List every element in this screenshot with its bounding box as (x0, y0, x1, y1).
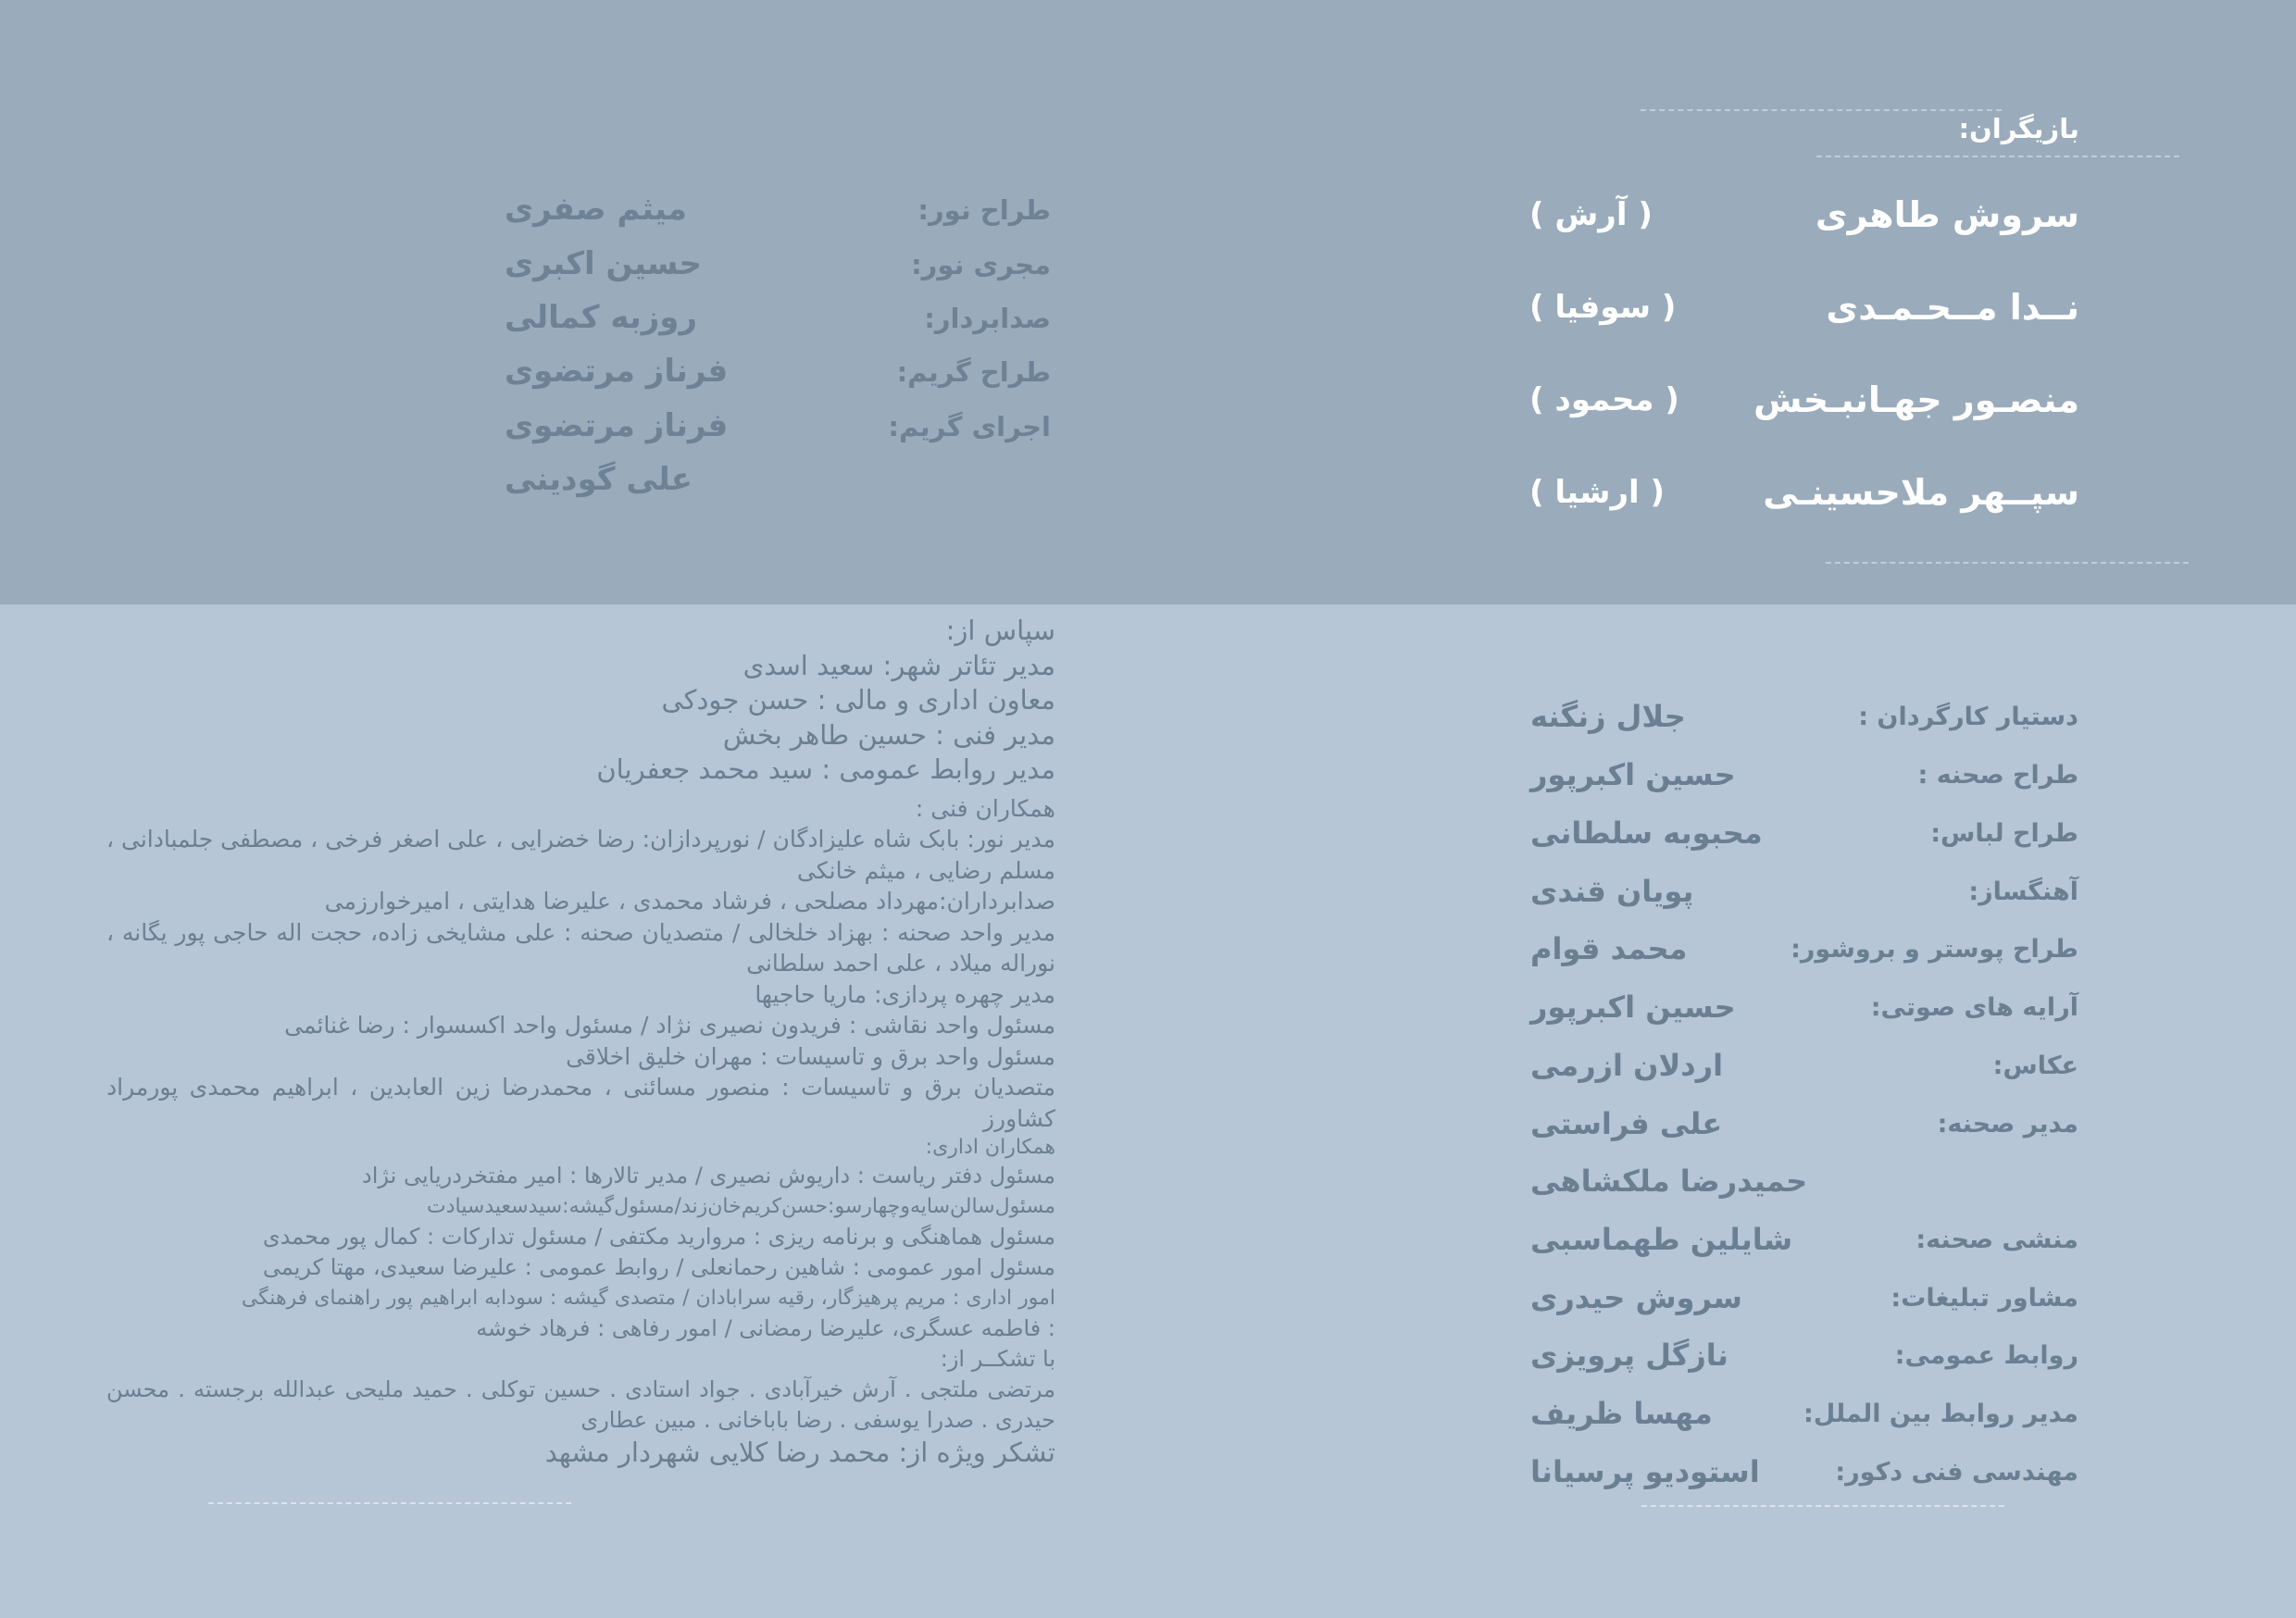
crew-row (500, 353, 1055, 399)
crew-label: آرایه های صوتی: (1870, 993, 2078, 1022)
divider-cast-bottom (1826, 562, 2189, 564)
crew-name: محمد قوام (1530, 931, 1688, 966)
tech-line: مدیر واحد صحنه : بهزاد خلخالی / متصدیان صحنه : علی مشایخی زاده، حجت اله حاجی پور یگانه ، نوراله میلاد ، علی احمد سلطانی (106, 918, 1055, 977)
crew-row (500, 245, 1055, 292)
crew-row (1523, 989, 2078, 1036)
crew-name: حسین اکبرپور (1530, 989, 1736, 1025)
crew-label: مدیر روابط بین الملل: (1803, 1400, 2078, 1428)
crew-row (1523, 1338, 2078, 1384)
tech-heading: همکاران فنی : (915, 794, 1055, 822)
crew-row (500, 299, 1055, 345)
actor-row (1518, 380, 2079, 435)
actor-row (1518, 194, 2079, 250)
crew-label: مشاور تبلیغات: (1890, 1284, 2078, 1313)
tech-line: مسئول واحد نقاشی : فریدون نصیری نژاد / مسئول واحد اکسسوار : رضا غنائمی (284, 1012, 1055, 1039)
crew-row (1523, 815, 2078, 862)
crew-row (1523, 699, 2078, 745)
crew-label: طراح نور: (917, 194, 1051, 226)
crew-row (1523, 1454, 2078, 1500)
crew-row (1523, 1222, 2078, 1268)
crew-name: سروش حیدری (1530, 1280, 1742, 1315)
crew-name: روزبه کمالی (505, 299, 698, 336)
crew-row (500, 407, 1055, 454)
crew-label: طراح پوستر و بروشور: (1791, 935, 2078, 964)
crew-row (1523, 1164, 2078, 1210)
admin-heading: همکاران اداری: (925, 1136, 1055, 1159)
actor-role: ( آرش ) (1529, 196, 1653, 233)
crew-label: روابط عمومی: (1894, 1341, 2078, 1370)
tech-line: صدابرداران:مهرداد مصلحی ، فرشاد محمدی ، علیرضا هدایتی ، امیرخوارزمی (324, 888, 1055, 915)
actor-name: نــدا مــحـمـدی (1826, 287, 2079, 328)
thanks-line: مدیر فنی : حسین طاهر بخش (722, 718, 1055, 751)
thanks-line: مدیر تئاتر شهر: سعید اسدی (742, 649, 1055, 681)
crew-label: طراح گریم: (896, 356, 1051, 388)
crew-name: حمیدرضا ملکشاهی (1530, 1164, 1808, 1199)
actor-row (1518, 287, 2079, 342)
crew-label: منشی صحنه: (1915, 1226, 2078, 1254)
admin-line: مسئول دفتر ریاست : داریوش نصیری / مدیر تالارها : امیر مفتخردریایی نژاد (362, 1163, 1055, 1189)
divider-top-1 (1641, 109, 2002, 111)
admin-line: مسئول‌سالن‌سایه‌وچهارسو:حسن‌کریم‌خان‌زند/مسئول‌گیشه:سیدسعیدسیادت (427, 1195, 1055, 1218)
crew-label: طراح صحنه : (1917, 761, 2078, 790)
crew-label: اجرای گریم: (888, 411, 1051, 442)
actor-name: سروش طاهری (1815, 194, 2079, 235)
actor-role: ( ارشیا ) (1529, 474, 1666, 511)
crew-row (1523, 1106, 2078, 1152)
crew-label: طراح لباس: (1930, 819, 2078, 848)
thanks-line: معاون اداری و مالی : حسن جودکی (661, 684, 1055, 716)
crew-row (1523, 874, 2078, 920)
thanks-line: مدیر روابط عمومی : سید محمد جعفریان (596, 753, 1055, 785)
crew-row (1523, 1280, 2078, 1326)
actor-name: سپــهر ملاحسینـی (1763, 472, 2079, 513)
actor-role: ( محمود ) (1529, 381, 1679, 418)
crew-row (500, 461, 1055, 507)
cast-heading: بازیگران: (1958, 113, 2079, 144)
crew-row (500, 191, 1055, 237)
crew-row (1523, 1048, 2078, 1094)
crew-name: شایلین طهماسبی (1530, 1222, 1793, 1257)
crew-name: علی فراستی (1530, 1106, 1723, 1141)
admin-line: امور اداری : مریم پرهیزگار، رقیه سرابادان / متصدی گیشه : سودابه ابراهیم پور راهنمای فرهنگی (241, 1287, 1055, 1310)
divider-credits-bottom (208, 1502, 571, 1504)
crew-row (1523, 1396, 2078, 1442)
crew-label: مهندسی فنی دکور: (1835, 1458, 2078, 1487)
crew-label: صدابردار: (924, 303, 1051, 334)
crew-name: محبوبه سلطانی (1530, 815, 1763, 851)
divider-top-2 (1816, 156, 2179, 157)
credits-block (106, 614, 1055, 1471)
tech-line: متصدیان برق و تاسیسات : منصور مسائنی ، محمدرضا زین العابدین ، ابراهیم محمدی پورمراد کشاورز (106, 1074, 1055, 1132)
crew-name: حسین اکبری (505, 245, 703, 282)
gratitude-line: مرتضی ملتجی . آرش خیرآبادی . جواد استادی . حسین توکلی . حمید ملیحی عبدالله برجسته . محسن حیدری . صدرا یوسفی . رضا باباخانی . مبین عطاری (106, 1376, 1055, 1433)
crew-name: مهسا ظریف (1530, 1396, 1713, 1431)
admin-line: : فاطمه عسگری، علیرضا رمضانی / امور رفاهی : فرهاد خوشه (476, 1315, 1055, 1341)
crew-name: فرناز مرتضوی (505, 353, 729, 390)
gratitude-heading: با تشکــر از: (940, 1346, 1055, 1372)
tech-line: مدیر نور: بابک شاه علیزادگان / نورپردازان: رضا خضرایی ، علی اصغر فرخی ، مصطفی جلمبادانی ، مسلم رضایی ، میثم خانکی (106, 826, 1055, 884)
divider-crew-bottom (1641, 1505, 2004, 1507)
crew-name: حسین اکبرپور (1530, 757, 1736, 792)
crew-name: فرناز مرتضوی (505, 407, 729, 444)
special-thanks: تشکر ویژه از: محمد رضا کلایی شهردار مشهد (544, 1437, 1055, 1468)
tech-line: مسئول واحد برق و تاسیسات : مهران خلیق اخلاقی (566, 1042, 1055, 1070)
admin-line: مسئول امور عمومی : شاهین رحمانعلی / روابط عمومی : علیرضا سعیدی، مهتا کریمی (262, 1254, 1055, 1280)
thanks-heading: سپاس از: (945, 615, 1055, 646)
crew-name: میثم صفری (505, 191, 687, 228)
tech-line: مدیر چهره پردازی: ماریا حاجیها (755, 980, 1055, 1008)
crew-name: نازگل پرویزی (1530, 1338, 1728, 1373)
actor-row (1518, 472, 2079, 528)
crew-row (1523, 757, 2078, 803)
crew-name: علی گودینی (505, 461, 693, 498)
actor-role: ( سوفیا ) (1529, 289, 1677, 326)
crew-row (1523, 931, 2078, 977)
crew-label: مدیر صحنه: (1937, 1110, 2078, 1139)
actor-name: منصـور جهـانبـخش (1753, 380, 2079, 420)
crew-label: عکاس: (1992, 1052, 2078, 1080)
crew-name: جلال زنگنه (1530, 699, 1686, 734)
crew-label: دستیار کارگردان : (1858, 703, 2078, 731)
crew-name: اردلان ازرمی (1530, 1048, 1724, 1083)
admin-line: مسئول هماهنگی و برنامه ریزی : مروارید مکتفی / مسئول تدارکات : کمال پور محمدی (262, 1224, 1055, 1250)
crew-name: استودیو پرسیانا (1530, 1454, 1760, 1489)
crew-label: مجری نور: (911, 249, 1051, 280)
crew-label: آهنگساز: (1968, 877, 2078, 906)
crew-name: پویان قندی (1530, 874, 1694, 909)
